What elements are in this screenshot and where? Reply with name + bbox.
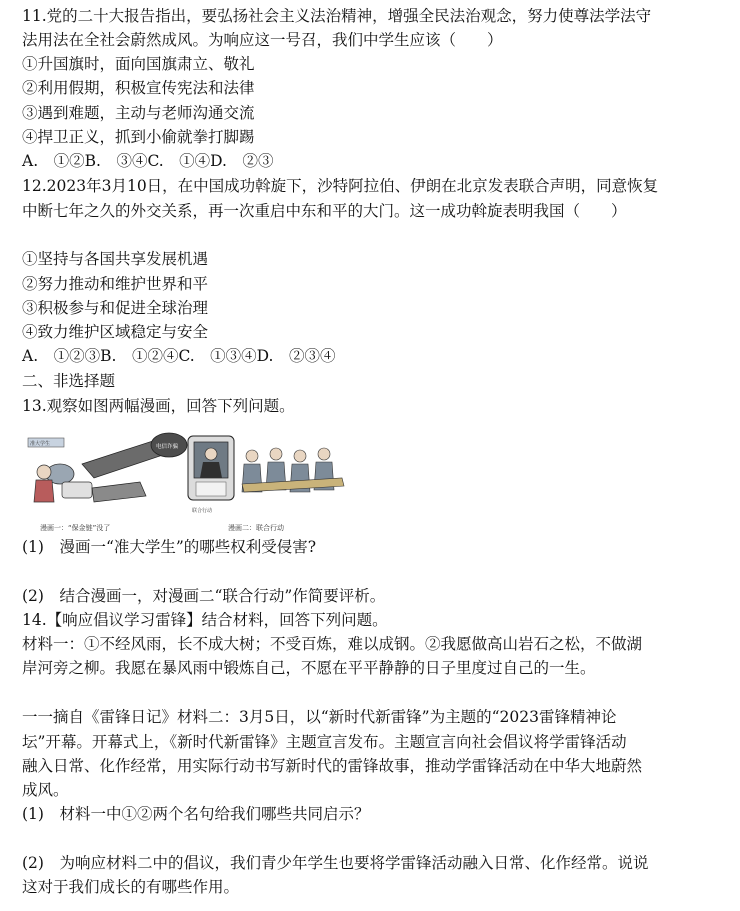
q11-choices: A. ①②B. ③④C. ①④D. ②③	[22, 152, 274, 170]
q14-sub2-line1: (2) 为响应材料二中的倡议，我们青少年学生也要将学雷锋活动融入日常、化作经常。说说	[22, 854, 649, 872]
comic-one-caption: 漫画一：“保金链”没了	[40, 524, 111, 532]
comic-two	[188, 436, 344, 532]
q12-option-2: ②努力推动和维护世界和平	[22, 275, 209, 293]
q11-option-4: ④捍卫正义，抓到小偷就拳打脚踢	[22, 128, 255, 146]
q12-option-3: ③积极参与和促进全球治理	[22, 299, 209, 317]
q14-material1-line1: 材料一：①不经风雨，长不成大树；不受百炼，难以成钢。②我愿做高山岩石之松，不做湖	[22, 635, 643, 653]
q14-material2-line2: 坛”开幕。开幕式上，《新时代新雷锋》主题宣言发布。主题宣言向社会倡议将学雷锋活动	[22, 733, 627, 751]
q12-stem-line1: 12.2023年3月10日，在中国成功斡旋下，沙特阿拉伯、伊朗在北京发表联合声明，同意恢复	[22, 177, 659, 195]
comic-left-label: 准大学生	[30, 441, 51, 447]
q13-stem: 13.观察如图两幅漫画，回答下列问题。	[22, 397, 295, 415]
comic-one	[28, 433, 187, 532]
comic-sign-label: 电信诈骗	[156, 444, 179, 450]
q11-option-1: ①升国旗时，面向国旗肃立、敬礼	[22, 55, 255, 73]
q12-option-1: ①坚持与各国共享发展机遇	[22, 250, 209, 268]
q12-choices: A. ①②③B. ①②④C. ①③④D. ②③④	[22, 347, 336, 365]
q11-option-2: ②利用假期，积极宣传宪法和法律	[22, 79, 255, 97]
q14-material1-line2: 岸河旁之柳。我愿在暴风雨中锻炼自己，不愿在平平静静的日子里度过自己的一生。	[22, 659, 596, 677]
q11-option-3: ③遇到难题，主动与老师沟通交流	[22, 104, 255, 122]
q14-sub2-line2: 这对于我们成长的有哪些作用。	[22, 878, 240, 896]
q14-sub1: (1) 材料一中①②两个名句给我们哪些共同启示？	[22, 805, 370, 823]
q14-material2-line4: 成风。	[22, 781, 69, 799]
q12-stem-line2: 中断七年之久的外交关系，再一次重启中东和平的大门。这一成功斡旋表明我国（ ）	[22, 202, 627, 220]
q11-stem-line1: 11.党的二十大报告指出，要弘扬社会主义法治精神，增强全民法治观念，努力使尊法学法守	[22, 7, 652, 25]
q14-material2-line3: 融入日常、化作经常，用实际行动书写新时代的雷锋故事，推动学雷锋活动在中华大地蔚然	[22, 757, 643, 775]
q13-sub2: (2) 结合漫画一，对漫画二“联合行动”作简要评析。	[22, 587, 386, 605]
comic-two-caption: 漫画二：联合行动	[228, 524, 284, 532]
q13-sub1: (1) 漫画一“准大学生”的哪些权利受侵害?	[22, 538, 317, 556]
q14-material2-line1: 一一摘自《雷锋日记》材料二：3月5日，以“新时代新雷锋”为主题的“2023雷锋精神论	[22, 708, 617, 726]
comic-image	[22, 424, 357, 536]
q12-option-4: ④致力维护区域稳定与安全	[22, 323, 209, 341]
comic-center-label: 联合行动	[192, 508, 213, 514]
q11-stem-line2: 法用法在全社会蔚然成风。为响应这一号召，我们中学生应该（ ）	[22, 31, 503, 49]
q14-stem: 14.【响应倡议学习雷锋】结合材料，回答下列问题。	[22, 611, 388, 629]
section-heading: 二、非选择题	[22, 372, 116, 390]
